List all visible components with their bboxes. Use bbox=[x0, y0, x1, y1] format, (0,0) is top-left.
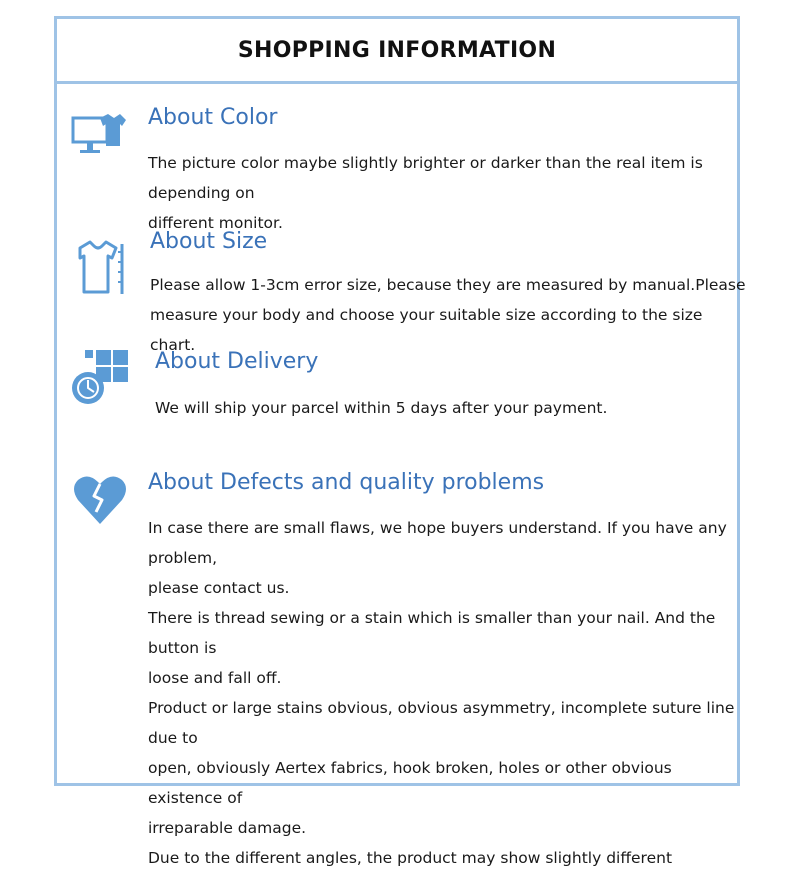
body-line: measure your body and choose your suitable size according to the size chart. bbox=[150, 306, 703, 354]
section-delivery-body bbox=[155, 393, 755, 423]
body-line: Due to the different angles, the product may show slightly different bbox=[148, 849, 673, 867]
body-line: irreparable damage. bbox=[148, 819, 307, 837]
body-line: We will ship your parcel within 5 days after your payment. bbox=[155, 399, 608, 417]
header-bar bbox=[57, 19, 737, 84]
section-title: About Size bbox=[150, 229, 268, 254]
body-line: loose and fall off. bbox=[148, 669, 282, 687]
delivery-box-icon bbox=[68, 348, 132, 408]
broken-heart-icon bbox=[72, 472, 128, 528]
body-line: Product or large stains obvious, obvious asymmetry, incomplete suture line due to bbox=[148, 699, 735, 747]
monitor-shirt-icon bbox=[70, 112, 128, 160]
section-defects bbox=[148, 469, 748, 497]
shirt-ruler-icon bbox=[72, 240, 128, 298]
section-delivery bbox=[155, 348, 755, 376]
body-line: The picture color maybe slightly brighter or darker than the real item is depending on bbox=[148, 154, 703, 202]
body-line: There is thread sewing or a stain which is smaller than your nail. And the button is bbox=[148, 609, 716, 657]
section-size-body bbox=[150, 270, 750, 360]
section-title: About Color bbox=[148, 105, 278, 130]
body-line: Please allow 1-3cm error size, because they are measured by manual.Please bbox=[150, 276, 746, 294]
section-size bbox=[150, 228, 750, 256]
section-color-body bbox=[148, 148, 748, 238]
page-title: SHOPPING INFORMATION bbox=[237, 37, 557, 63]
section-title: About Defects and quality problems bbox=[148, 470, 545, 495]
section-title: About Delivery bbox=[155, 349, 319, 374]
body-line: please contact us. bbox=[148, 579, 290, 597]
body-line: open, obviously Aertex fabrics, hook broken, holes or other obvious existence of bbox=[148, 759, 672, 807]
body-line: In case there are small flaws, we hope buyers understand. If you have any problem, bbox=[148, 519, 727, 567]
body-line: different monitor. bbox=[148, 214, 283, 232]
section-color bbox=[148, 104, 748, 132]
section-defects-body bbox=[148, 513, 748, 873]
